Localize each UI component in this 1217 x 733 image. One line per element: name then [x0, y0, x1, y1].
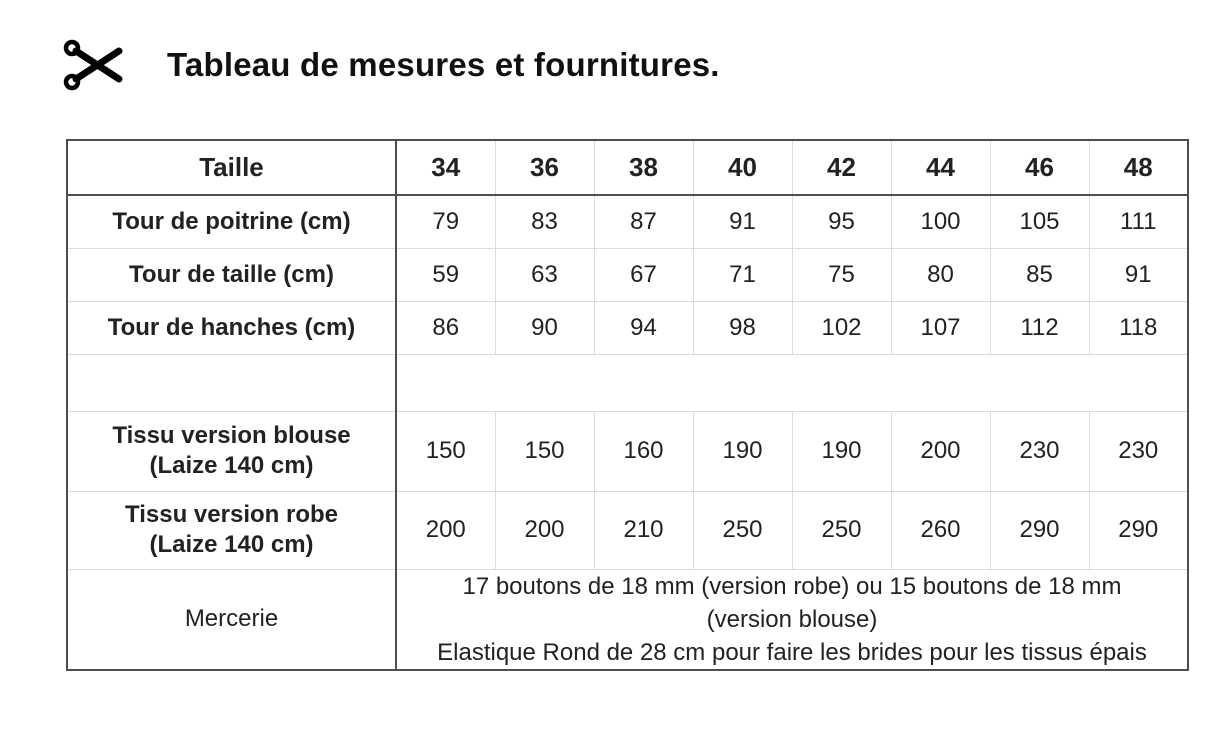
header-cell-size-42: 42: [792, 140, 891, 195]
cell-value: 91: [1089, 248, 1188, 301]
table-row-mercerie: [67, 569, 1188, 670]
cell-value: 95: [792, 195, 891, 248]
cell-value: 290: [1089, 491, 1188, 569]
measurement-table: [66, 139, 1189, 671]
cell-value: 100: [891, 195, 990, 248]
row-label-line1: Tissu version blouse: [112, 422, 351, 449]
cell-value: 200: [891, 411, 990, 491]
header-cell-size-46: 46: [990, 140, 1089, 195]
header-cell-size-36: 36: [495, 140, 594, 195]
cell-value: 86: [396, 301, 495, 354]
cell-value: 79: [396, 195, 495, 248]
header-cell-size-40: 40: [693, 140, 792, 195]
cell-value: 250: [792, 491, 891, 569]
cell-value: 102: [792, 301, 891, 354]
table-row-taille: [67, 248, 1188, 301]
cell-value: 112: [990, 301, 1089, 354]
header-cell-size-34: 34: [396, 140, 495, 195]
cell-value: 83: [495, 195, 594, 248]
header-cell-size-38: 38: [594, 140, 693, 195]
row-label: Tour de poitrine (cm): [67, 195, 396, 248]
row-label: [67, 491, 396, 569]
mercerie-notes: [396, 569, 1188, 670]
cell-value: 91: [693, 195, 792, 248]
cell-value: 59: [396, 248, 495, 301]
table-row-tissu-robe: [67, 491, 1188, 569]
cell-value: 105: [990, 195, 1089, 248]
cell-value: 87: [594, 195, 693, 248]
cell-value: 90: [495, 301, 594, 354]
cell-value: 67: [594, 248, 693, 301]
table-row-tissu-blouse: [67, 411, 1188, 491]
header-cell-size-44: 44: [891, 140, 990, 195]
row-label: Tour de hanches (cm): [67, 301, 396, 354]
header-cell-taille: Taille: [67, 140, 396, 195]
cell-value: 260: [891, 491, 990, 569]
row-label-line1: Tissu version robe: [125, 501, 338, 528]
mercerie-line1: 17 boutons de 18 mm (version robe) ou 15 boutons de 18 mm: [462, 572, 1122, 600]
cell-value: 75: [792, 248, 891, 301]
cell-value: 118: [1089, 301, 1188, 354]
row-label-line2: (Laize 140 cm): [149, 531, 314, 558]
cell-value: 190: [792, 411, 891, 491]
title-bar: [63, 38, 720, 92]
cell-value: 160: [594, 411, 693, 491]
cell-value: 80: [891, 248, 990, 301]
cell-value: 111: [1089, 195, 1188, 248]
cell-value: 250: [693, 491, 792, 569]
cell-value: 71: [693, 248, 792, 301]
cell-value: 94: [594, 301, 693, 354]
empty-label-cell: [67, 354, 396, 411]
table-header-row: [67, 140, 1188, 195]
cell-value: 150: [495, 411, 594, 491]
cell-value: 210: [594, 491, 693, 569]
row-label-line2: (Laize 140 cm): [149, 452, 314, 479]
mercerie-line3: Elastique Rond de 28 cm pour faire les brides pour les tissus épais: [437, 638, 1147, 666]
cell-value: 230: [990, 411, 1089, 491]
cell-value: 107: [891, 301, 990, 354]
cell-value: 63: [495, 248, 594, 301]
scissors-icon: [63, 38, 125, 92]
cell-value: 150: [396, 411, 495, 491]
cell-value: 200: [495, 491, 594, 569]
page-title: Tableau de mesures et fournitures.: [167, 46, 720, 83]
header-cell-size-48: 48: [1089, 140, 1188, 195]
table-row-hanches: [67, 301, 1188, 354]
row-label: Tour de taille (cm): [67, 248, 396, 301]
row-label: Mercerie: [67, 569, 396, 670]
mercerie-line2: (version blouse): [706, 605, 878, 633]
cell-value: 230: [1089, 411, 1188, 491]
cell-value: 290: [990, 491, 1089, 569]
row-label: [67, 411, 396, 491]
table-row-spacer: [67, 354, 1188, 411]
cell-value: 98: [693, 301, 792, 354]
empty-values-cell: [396, 354, 1188, 411]
cell-value: 200: [396, 491, 495, 569]
table-row-poitrine: [67, 195, 1188, 248]
cell-value: 190: [693, 411, 792, 491]
cell-value: 85: [990, 248, 1089, 301]
